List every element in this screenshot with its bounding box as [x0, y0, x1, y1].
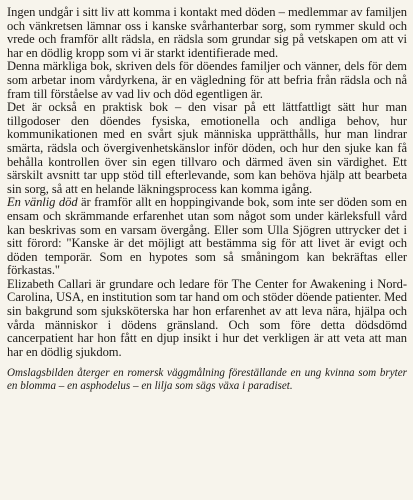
paragraph-intro: Ingen undgår i sitt liv att komma i kontakt med döden – medlemmar av familjen och vänkretsen lämnar oss i kanske svårhanterbar sorg, som rymmer skuld och vrede och framför allt rädsla, en rädsla som grundar sig på vetskapen om att vi har en dödlig kropp som vi är starkt identifierade med.	[7, 5, 407, 60]
paragraph-author: Elizabeth Callari är grundare och ledare för The Center for Awakening i Nord-Carolina, USA, en institution som tar hand om och stöder döende patienter. Med sin bakgrund som sjuksköterska har hon erfarenhet av att leva nära, hjälpa och vårda människor i dödens gränsland. Och som före detta dödsdömd cancerpatient har hon fått en djup insikt i hur det verkligen är att veta att man har en dödlig sjukdom.	[7, 276, 407, 359]
book-title-italic: En vänlig död	[7, 195, 78, 210]
cover-image-note: Omslagsbilden återger en romersk väggmålning föreställande en ung kvinna som bryter en blomma – en asphodelus – en lilja som sägs växa i paradiset.	[7, 367, 407, 392]
paragraph-practical: Det är också en praktisk bok – den visar på ett lättfattligt sätt hur man tillgodoser den döendes fysiska, emotionella och andliga behov, hur kommunikationen med en svårt sjuk människa upprätthålls, hur man lindrar smärta, rädsla och övergivenhetskänslor inför döden, och hur den sjuke kan få behålla kontrollen över sin egen tillvaro och därmed även sin värdighet. Ett särskilt avsnitt tar upp stöd till efterlevande, som kan behöva hjälp att bearbeta sin sorg, så att en helande läkningsprocess kan komma igång.	[7, 100, 407, 196]
paragraph-hope	[7, 196, 407, 278]
paragraph-hope-text: är framför allt en hoppingivande bok, som inte ser döden som en ensam och skrämmande erfarenhet utan som något som under kärleksfull vård kan beskrivas som en varsam övergång. Eller som Ulla Sjögren uttrycker det i sitt förord: "Kanske är det möjligt att bestämma sig för att livet är evigt och döden temporär. Som en hypotes som så småningom kan bekräftas eller förkastas."	[7, 195, 407, 278]
paragraph-book-purpose: Denna märkliga bok, skriven dels för döendes familjer och vänner, dels för dem som arbetar inom vårdyrkena, är en vägledning för att befria från rädsla och nå fram till förståelse av vad liv och död egentligen är.	[7, 59, 407, 101]
